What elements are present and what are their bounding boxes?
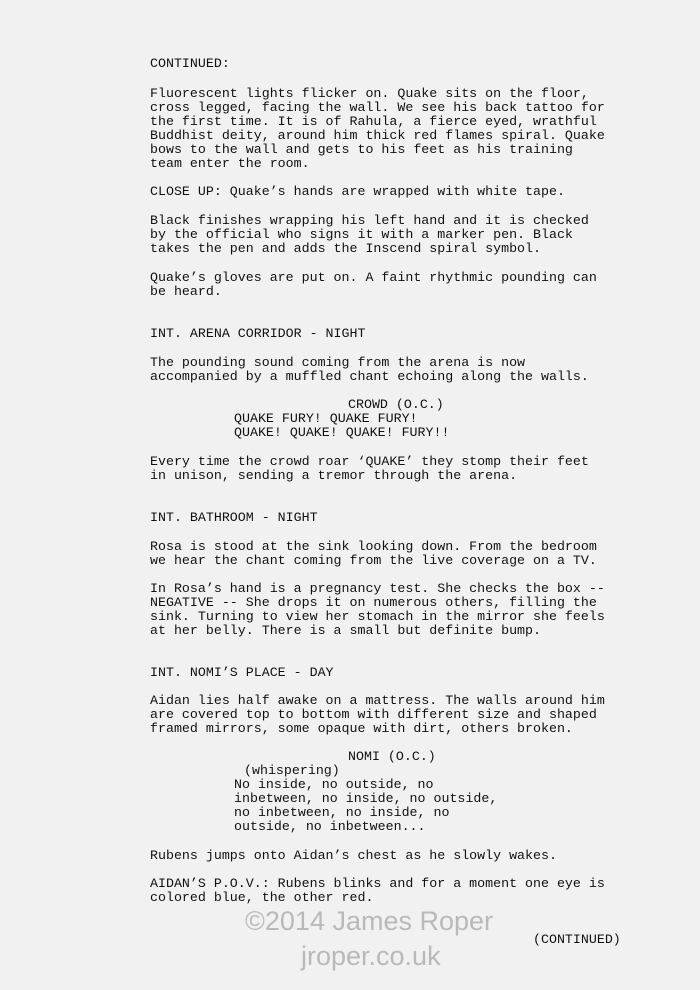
action-line: framed mirrors, some opaque with dirt, others broken. xyxy=(150,721,573,736)
dialogue-line: QUAKE! QUAKE! QUAKE! FURY!! xyxy=(234,425,450,440)
action-line: at her belly. There is a small but definite bump. xyxy=(150,623,541,638)
action-line: colored blue, the other red. xyxy=(150,890,374,905)
action-line: we hear the chant coming from the live coverage on a TV. xyxy=(150,553,597,568)
action-line: Rosa is stood at the sink looking down. From the bedroom xyxy=(150,539,597,554)
dialogue-line: No inside, no outside, no xyxy=(234,777,434,792)
action-line: Rubens jumps onto Aidan’s chest as he slowly wakes. xyxy=(150,848,557,863)
action-line: The pounding sound coming from the arena is now xyxy=(150,355,526,370)
action-line: accompanied by a muffled chant echoing along the walls. xyxy=(150,369,589,384)
dialogue-line: no inbetween, no inside, no xyxy=(234,805,450,820)
character-name: CROWD (O.C.) xyxy=(348,397,444,412)
action-line: bows to the wall and gets to his feet as his training xyxy=(150,142,573,157)
action-line: Buddhist deity, around him thick red flames spiral. Quake xyxy=(150,128,605,143)
action-line: team enter the room. xyxy=(150,156,310,171)
action-line: sink. Turning to view her stomach in the mirror she feels xyxy=(150,609,605,624)
parenthetical: (whispering) xyxy=(244,763,340,778)
dialogue-line: QUAKE FURY! QUAKE FURY! xyxy=(234,411,418,426)
watermark-website: jroper.co.uk xyxy=(301,941,441,971)
action-line: Black finishes wrapping his left hand and it is checked xyxy=(150,213,589,228)
continued-header: CONTINUED: xyxy=(150,56,230,71)
scene-heading: INT. ARENA CORRIDOR - NIGHT xyxy=(150,326,366,341)
action-line: CLOSE UP: Quake’s hands are wrapped with white tape. xyxy=(150,184,565,199)
action-line: Every time the crowd roar ‘QUAKE’ they stomp their feet xyxy=(150,454,589,469)
action-line: NEGATIVE -- She drops it on numerous others, filling the xyxy=(150,595,597,610)
action-line: cross legged, facing the wall. We see his back tattoo for xyxy=(150,100,605,115)
dialogue-line: inbetween, no inside, no outside, xyxy=(234,791,498,806)
action-line: Fluorescent lights flicker on. Quake sits on the floor, xyxy=(150,86,589,101)
character-name: NOMI (O.C.) xyxy=(348,749,436,764)
scene-heading: INT. BATHROOM - NIGHT xyxy=(150,510,318,525)
action-line: in unison, sending a tremor through the arena. xyxy=(150,468,518,483)
scene-heading: INT. NOMI’S PLACE - DAY xyxy=(150,665,334,680)
action-line: Aidan lies half awake on a mattress. The walls around him xyxy=(150,693,605,708)
action-line: Quake’s gloves are put on. A faint rhythmic pounding can xyxy=(150,270,597,285)
action-line: be heard. xyxy=(150,284,222,299)
action-line: takes the pen and adds the Inscend spiral symbol. xyxy=(150,241,541,256)
action-line: are covered top to bottom with different size and shaped xyxy=(150,707,597,722)
dialogue-line: outside, no inbetween... xyxy=(234,819,426,834)
action-line: by the official who signs it with a marker pen. Black xyxy=(150,227,573,242)
watermark-copyright: ©2014 James Roper xyxy=(245,906,494,936)
continued-footer: (CONTINUED) xyxy=(533,932,621,947)
action-line: In Rosa’s hand is a pregnancy test. She checks the box -- xyxy=(150,581,605,596)
action-line: AIDAN’S P.O.V.: Rubens blinks and for a moment one eye is xyxy=(150,876,605,891)
action-line: the first time. It is of Rahula, a fierce eyed, wrathful xyxy=(150,114,597,129)
